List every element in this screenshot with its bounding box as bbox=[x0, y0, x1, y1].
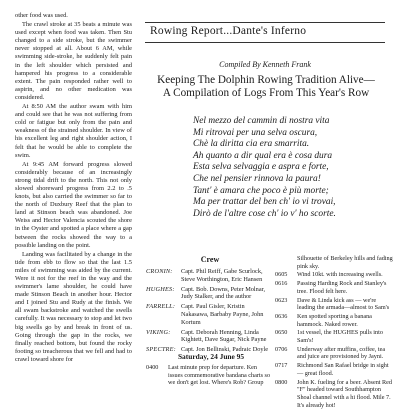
day-heading: Saturday, 24 June 95 bbox=[177, 352, 245, 361]
crew-row bbox=[146, 303, 272, 326]
log-entries-right bbox=[275, 255, 393, 410]
poem-line: Che nel pensier rinnova la paura! bbox=[193, 173, 321, 184]
paragraph: other food was used. bbox=[15, 12, 68, 19]
log-entry bbox=[146, 364, 272, 387]
log-text: Silhouette of Berkeley hills and fading pink sky. bbox=[297, 255, 393, 270]
log-entry bbox=[275, 379, 393, 410]
subtitle-line: A Compilation of Logs From This Year's Row bbox=[162, 87, 370, 100]
log-time: 0616 bbox=[275, 280, 288, 288]
log-entry bbox=[275, 280, 393, 295]
poem-line: Chè la diritta cia era smarrita. bbox=[193, 139, 310, 150]
article-subtitle bbox=[150, 74, 382, 101]
poem-line: Ah quanto a dir qual era è cosa dura bbox=[193, 150, 333, 161]
crew-names: Capt. Phil Reiff, Gabe Scurlock, Steve Worthington, Eric Hansen bbox=[181, 268, 263, 283]
crew-row bbox=[146, 268, 272, 284]
article-title: Rowing Report...Dante's Inferno bbox=[150, 25, 307, 37]
subtitle-line: Keeping The Dolphin Rowing Tradition Alive— bbox=[157, 74, 375, 86]
poem-line: Mi ritrovai per una selva oscura, bbox=[193, 127, 318, 138]
log-text: Wind 10kt. with increasing swells. bbox=[297, 271, 383, 279]
crew-names: Capt. Deborah Henning, Linda Kightett, Dave Sugar, Nick Payne bbox=[181, 328, 267, 344]
log-time: 0636 bbox=[275, 312, 288, 320]
crew-names: Capt. Bob. Downs, Peter Molnar, Judy Stalker, and the author bbox=[181, 285, 266, 301]
paragraph: At 8:50 AM the author swam with him and could see that he was not suffering from cold or fatigue but only from the pain and weakness of the strained shoulder. In view of his excellent leg and right shoulder action, I felt that he would be able to complete the swim. bbox=[15, 103, 132, 159]
crew-names: Capt. Paul Gisler, Kristin Nakasawa, Barbaby Payne, John Kortum bbox=[181, 303, 264, 326]
header-bottom-rule bbox=[145, 42, 385, 43]
log-text: Last minute prep for departure. Ken issues commemorative bandana charts so we don't get lost. Where's Rob? Group bbox=[168, 364, 271, 387]
boat-name: SPECTRE: bbox=[146, 346, 176, 354]
boat-name: VIKING: bbox=[146, 328, 171, 336]
log-time: 0623 bbox=[275, 296, 288, 304]
header-top-rule bbox=[145, 22, 385, 23]
log-entry bbox=[275, 362, 393, 377]
poem-line: Esta selva selvaggia e aspra e forte, bbox=[193, 162, 329, 173]
boat-name: FARRELL: bbox=[146, 303, 176, 311]
log-entry bbox=[275, 346, 393, 361]
log-text: Ken spotted sporting a banana hammock. Naked rower. bbox=[297, 312, 372, 328]
log-text: 1st vessel, the HUGHES pulls into Sam's! bbox=[297, 329, 383, 345]
log-text: Dave & Linda kick ass — we're leading the armada—almost to Sam's bbox=[297, 296, 390, 312]
poem-epigraph bbox=[193, 116, 393, 220]
log-entry bbox=[275, 297, 393, 312]
log-text: John K. fueling for a beer. Absent Red "F" headed toward Southhampton Shoal channel with a hi flood. Mile 7. It's already hot! bbox=[297, 378, 393, 409]
paragraph: The crawl stroke at 35 beats a minute was used except when food was taken. Then Stu changed to a side stroke, but the swimmer never stopped at all. About 6 AM, while swimming side-stroke, he suddenly felt pain in the left shoulder which persisted and hampered his progress to a considerable extent. The pain responded rather well to aspirin, and no other medication was considered. bbox=[15, 21, 132, 101]
log-entries-left bbox=[146, 364, 272, 388]
crew-row bbox=[146, 329, 272, 345]
log-text: Underway after muffins, coffee, tea and juice are provisioned by Jayni. bbox=[297, 345, 386, 361]
crew-list bbox=[146, 268, 272, 356]
poem-line: Tant' è amara che poco è più morte; bbox=[193, 185, 329, 196]
crew-names: Capt. Jon Bellinski, Padraic Doyle bbox=[181, 346, 269, 354]
log-time: 0400 bbox=[146, 364, 159, 371]
poem-line: Nel mezzo del cammin di nostra vita bbox=[193, 116, 330, 126]
boat-name: CRONIN: bbox=[146, 268, 173, 275]
log-time: 0706 bbox=[275, 345, 288, 353]
log-text: Passing Harding Rock and Stanley's tree. Flood felt here. bbox=[297, 280, 387, 295]
log-time: 0650 bbox=[275, 329, 288, 337]
paragraph: Landing was facilitated by a change in the tide from ebb to flow so that the last 1.5 miles of swimming was aided by the current. Were it not for the reef in the way and the swimmer's lame shoulder, he could have made Stinson Beach in another hour. Hector and I joined Stu and Rudy at the finish. We all swam backstroke and watched the swells carefully. It was necessary to stop and let two big swells go by and break in front of us. Going through the gap in the rocks, we finally reached bottom, but found the rocky footing so treacherous that we fell and had to crawl toward shore for bbox=[15, 250, 132, 363]
crew-heading: Crew bbox=[200, 255, 220, 264]
boat-name: HUGHES: bbox=[146, 285, 175, 293]
poem-line: Ma per trattar del ben ch' io vi trovai, bbox=[193, 197, 336, 208]
log-entry bbox=[275, 313, 393, 328]
log-entry bbox=[275, 255, 393, 270]
log-entry bbox=[275, 271, 393, 279]
left-column-text bbox=[15, 12, 132, 365]
log-time: 0605 bbox=[275, 271, 288, 279]
poem-line: Dirò de l'altre cose ch' io v' ho scorte. bbox=[193, 208, 336, 219]
log-entry bbox=[275, 329, 393, 344]
crew-row bbox=[146, 286, 272, 302]
log-time: 0800 bbox=[275, 378, 288, 386]
log-text: Richmond San Rafael bridge in sight — great flood. bbox=[297, 362, 389, 377]
paragraph: At 9:45 AM forward progress slowed considerably because of an increasingly strong tidal drift to the north. This not only slowed shoreward progress from 2.2 to .5 knots, but also carried the swimmer so far to the north of Duxbury Reef that the plan to land at Stinson beach was abandoned. Joe Weiss and Hector Valencia scouted the shore in the Oyster and spotted a place where a gap between the rocks showed the way to a possible landing on the point. bbox=[15, 160, 132, 249]
byline: Compiled By Kenneth Frank bbox=[219, 60, 311, 69]
log-time: 0717 bbox=[275, 362, 288, 370]
